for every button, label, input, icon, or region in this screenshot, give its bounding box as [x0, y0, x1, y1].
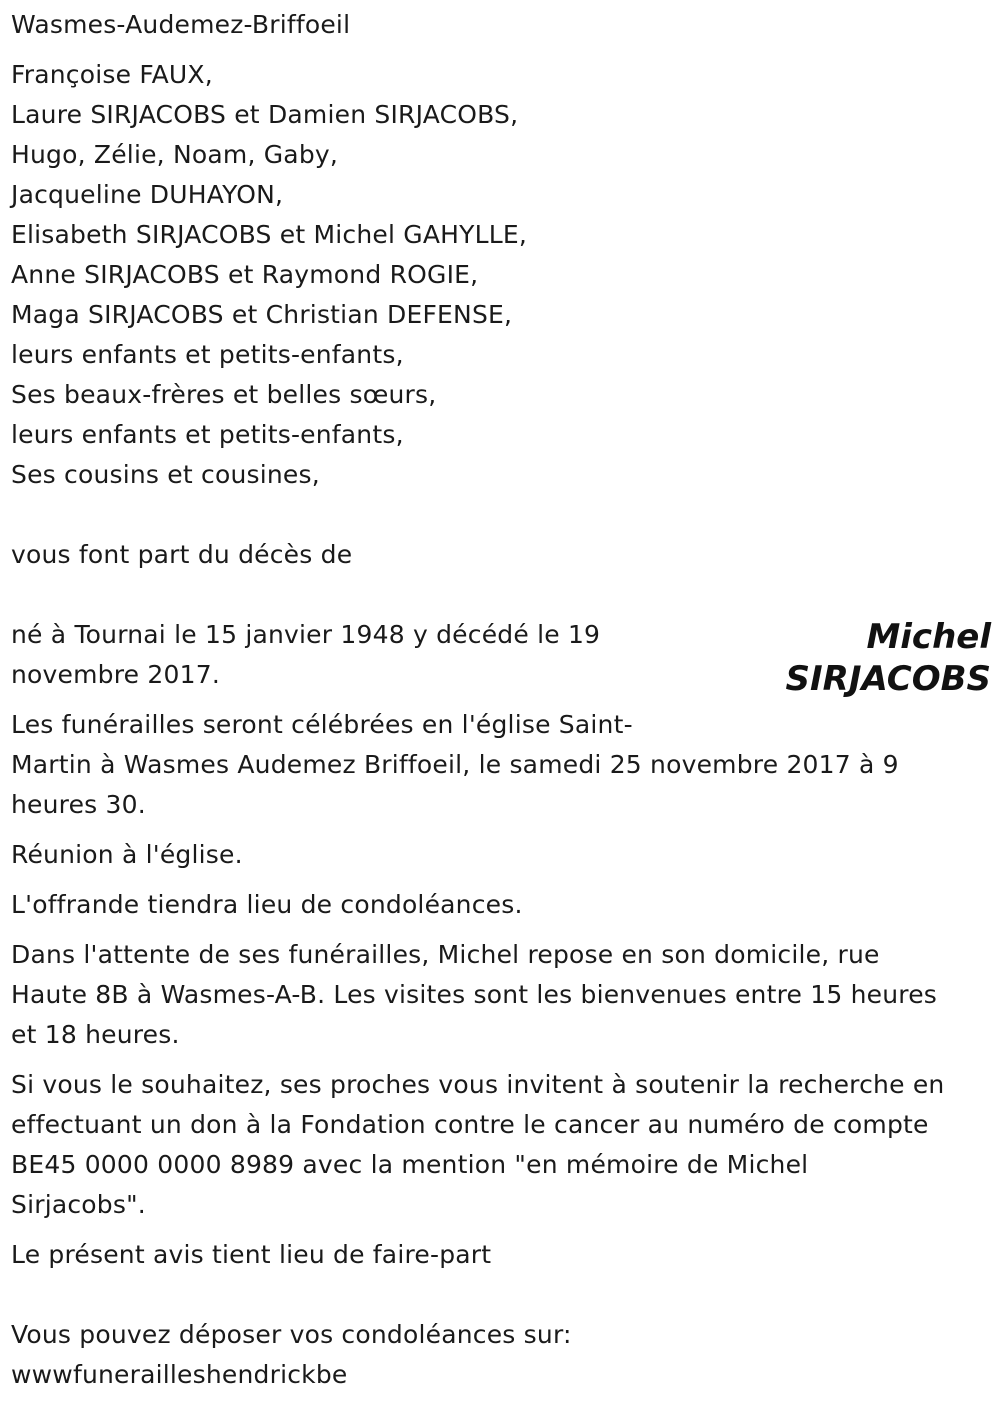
- announcement-text: vous font part du décès de: [11, 540, 353, 569]
- offering-text: L'offrande tiendra lieu de condoléances.: [11, 890, 523, 919]
- funeral-line: heures 30.: [11, 790, 146, 819]
- deceased-last-name: SIRJACOBS: [785, 659, 991, 699]
- family-line: Laure SIRJACOBS et Damien SIRJACOBS,: [11, 100, 519, 129]
- condolences-url: wwwfunerailleshendrickbe: [11, 1360, 348, 1389]
- wake-line: Haute 8B à Wasmes-A-B. Les visites sont les bienvenues entre 15 heures: [11, 980, 938, 1009]
- meeting-text: Réunion à l'église.: [11, 840, 243, 869]
- donation-line: BE45 0000 0000 8989 avec la mention "en mémoire de Michel: [11, 1150, 809, 1179]
- family-line: leurs enfants et petits-enfants,: [11, 420, 404, 449]
- donation-line: Sirjacobs".: [11, 1190, 146, 1219]
- family-line: leurs enfants et petits-enfants,: [11, 340, 404, 369]
- funeral-line: Martin à Wasmes Audemez Briffoeil, le samedi 25 novembre 2017 à 9: [11, 750, 899, 779]
- birth-line: novembre 2017.: [11, 660, 220, 689]
- donation-line: Si vous le souhaitez, ses proches vous invitent à soutenir la recherche en: [11, 1070, 945, 1099]
- family-line: Hugo, Zélie, Noam, Gaby,: [11, 140, 339, 169]
- family-line: Maga SIRJACOBS et Christian DEFENSE,: [11, 300, 513, 329]
- funeral-line: Les funérailles seront célébrées en l'église Saint-: [11, 710, 633, 739]
- deceased-first-name: Michel: [866, 617, 991, 657]
- location-heading: Wasmes-Audemez-Briffoeil: [11, 10, 351, 39]
- family-line: Françoise FAUX,: [11, 60, 213, 89]
- family-line: Elisabeth SIRJACOBS et Michel GAHYLLE,: [11, 220, 527, 249]
- family-line: Ses cousins et cousines,: [11, 460, 320, 489]
- wake-line: Dans l'attente de ses funérailles, Michel repose en son domicile, rue: [11, 940, 880, 969]
- birth-line: né à Tournai le 15 janvier 1948 y décédé le 19: [11, 620, 601, 649]
- family-line: Jacqueline DUHAYON,: [11, 180, 284, 209]
- condolences-label: Vous pouvez déposer vos condoléances sur:: [11, 1320, 572, 1349]
- donation-line: effectuant un don à la Fondation contre le cancer au numéro de compte: [11, 1110, 929, 1139]
- notice-text: Le présent avis tient lieu de faire-part: [11, 1240, 492, 1269]
- wake-line: et 18 heures.: [11, 1020, 180, 1049]
- deceased-name: [786, 616, 992, 700]
- family-line: Anne SIRJACOBS et Raymond ROGIE,: [11, 260, 479, 289]
- family-line: Ses beaux-frères et belles sœurs,: [11, 380, 437, 409]
